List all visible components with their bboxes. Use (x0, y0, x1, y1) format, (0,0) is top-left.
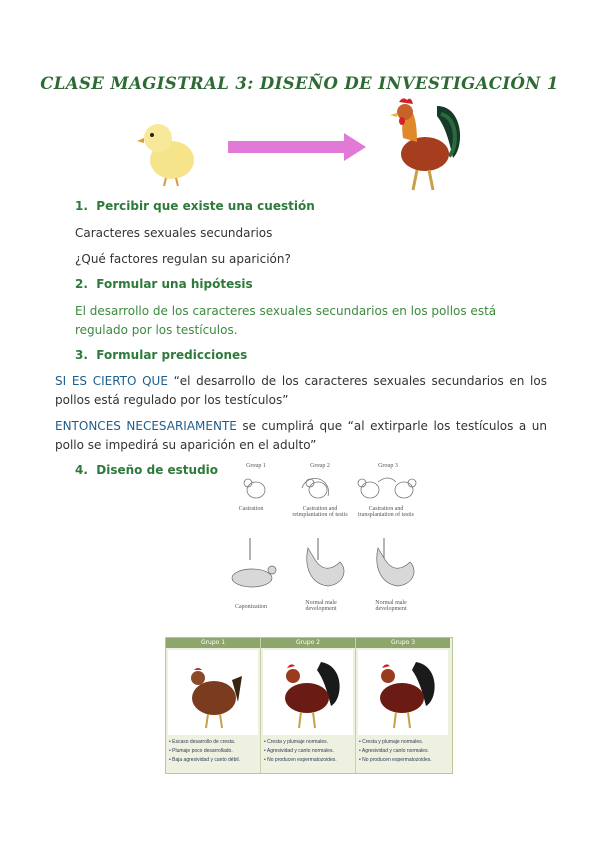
step-1-heading: 1. Percibir que existe una cuestión (75, 199, 315, 213)
column-list: • Cresta y plumaje normales. • Agresividad y canto normales. • No producen espermatozoides. (359, 739, 432, 763)
hypothesis-text: El desarrollo de los caracteres sexuales secundarios en los pollos está regulado por los testículos. (75, 304, 497, 337)
group-column (166, 638, 261, 773)
column-header: Grupo 2 (261, 638, 355, 648)
group-label: Group 2 (310, 463, 330, 469)
page-title: CLASE MAGISTRAL 3: DISEÑO DE INVESTIGACIÓN 1 (40, 74, 559, 93)
arrow-right (228, 133, 368, 161)
step-4-heading: 4. Diseño de estudio (75, 463, 219, 477)
group-column (261, 638, 356, 773)
outcome-label: Caponization (235, 604, 267, 610)
rooster-illustration (383, 96, 467, 196)
treatment-label: Castration (238, 506, 264, 512)
group-label: Group 3 (378, 463, 398, 469)
group-label: Group 1 (246, 463, 266, 469)
outcome-label: Normal male development (305, 600, 337, 612)
treatment-label: Castration and reimplantation of testis (292, 506, 348, 518)
column-header: Grupo 3 (356, 638, 450, 648)
rooster-photo (358, 650, 448, 735)
step-3-heading: 3. Formular predicciones (75, 348, 248, 362)
step-2-heading: 2. Formular una hipótesis (75, 277, 253, 291)
group-column (356, 638, 450, 773)
results-table (165, 637, 453, 774)
column-list: • Cresta y plumaje normales. • Agresividad y canto normales. • No producen espermatozoides. (264, 739, 337, 763)
prediction-1: SI ES CIERTO QUE “el desarrollo de los caracteres sexuales secundarios en los pollos está regulado por los testículos” (55, 374, 547, 407)
question-topic: Caracteres sexuales secundarios (75, 226, 273, 240)
hen-photo (168, 650, 258, 735)
prediction-1-lead: SI ES CIERTO QUE (55, 374, 168, 388)
chick-illustration (136, 112, 200, 188)
treatment-label: Castration and transplantation of testis (358, 506, 414, 518)
outcome-label: Normal male development (375, 600, 407, 612)
column-header: Grupo 1 (166, 638, 260, 648)
question-text: ¿Qué factores regulan su aparición? (75, 252, 291, 266)
rooster-photo (263, 650, 353, 735)
prediction-2: ENTONCES NECESARIAMENTE se cumplirá que “al extirparle los testículos a un pollo se impedirá su aparición en el adulto” (55, 419, 547, 452)
column-list: • Escaso desarrollo de cresta. • Plumaje poco desarrollado. • Baja agresividad y canto débil. (169, 739, 240, 763)
experiment-adults (218, 536, 440, 606)
prediction-2-lead: ENTONCES NECESARIAMENTE (55, 419, 237, 433)
experiment-figure (218, 460, 440, 626)
